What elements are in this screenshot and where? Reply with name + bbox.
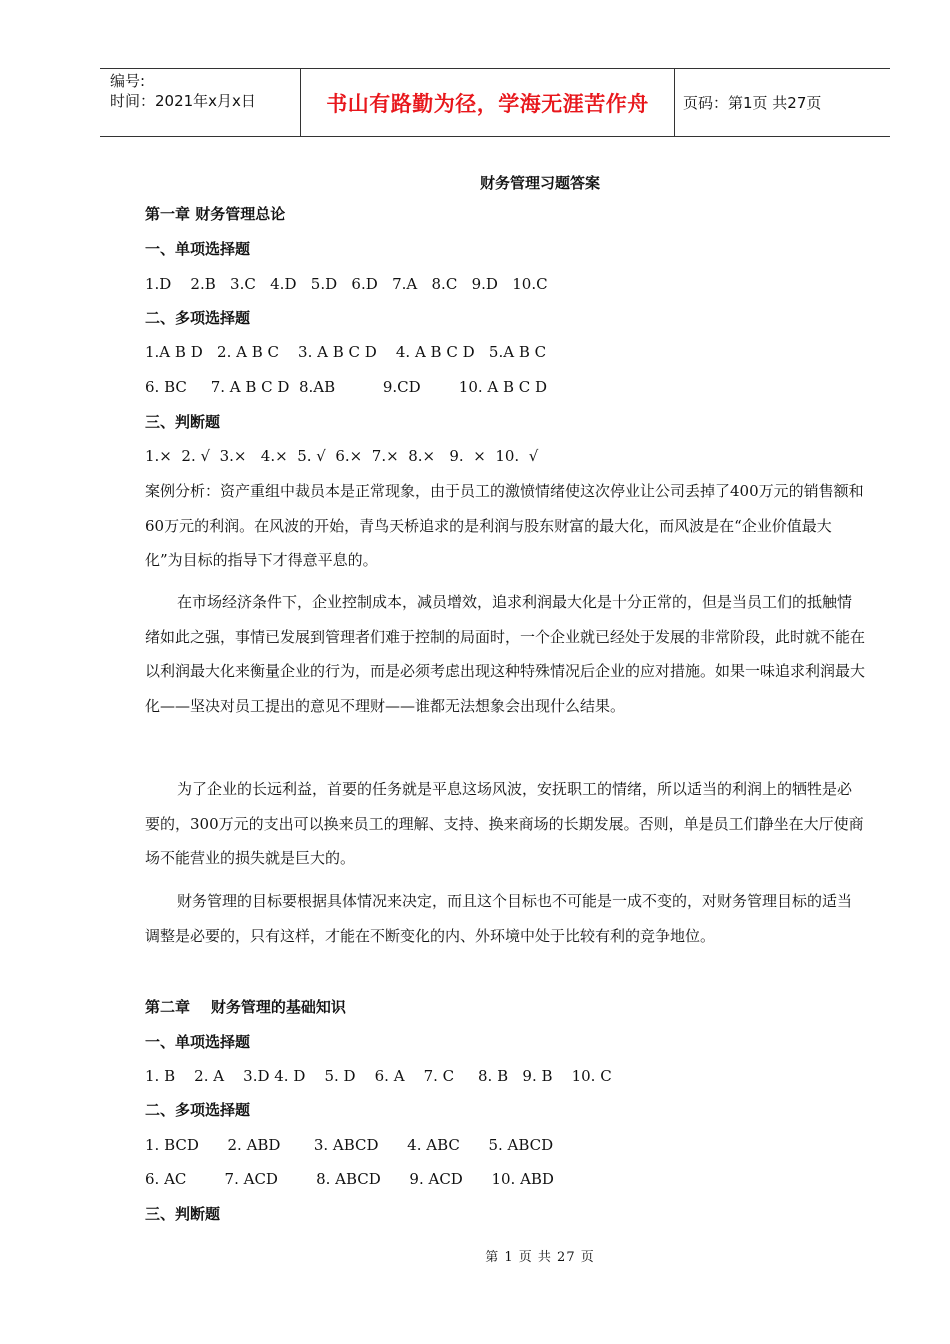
ch1-single-choice-heading: 一、单项选择题 (145, 240, 251, 258)
ch1-paragraph-2: 为了企业的长远利益，首要的任务就是平息这场风波，安抚职工的情绪，所以适当的利润上的牺牲是必要的，300万元的支出可以换来员工的理解、支持、换来商场的长期发展。否则，单是员工们静坐在大厅使商场不能营业的损失就是巨大的。 (145, 780, 864, 867)
ch2-multi-choice-row-1: 1. BCD 2. ABD 3. ABCD 4. ABC 5. ABCD (145, 1136, 554, 1154)
header-meta (100, 69, 301, 136)
ch2-multi-choice-heading: 二、多项选择题 (145, 1101, 251, 1119)
document-title: 财务管理习题答案 (479, 174, 600, 192)
page-header (100, 68, 890, 137)
page-footer: 第 1 页 共 27 页 (485, 1250, 595, 1265)
chapter-2-heading: 第二章 财务管理的基础知识 (145, 998, 346, 1016)
ch1-multi-choice-row-1: 1.A B D 2. A B C 3. A B C D 4. A B C D 5.A B C (145, 343, 547, 361)
header-motto: 书山有路勤为径，学海无涯苦作舟 (301, 69, 675, 136)
ch1-multi-choice-heading: 二、多项选择题 (145, 309, 251, 327)
header-time-label: 时间：2021年x月x日 (110, 92, 256, 110)
header-code-label: 编号: (110, 72, 146, 90)
ch1-true-false-heading: 三、判断题 (145, 413, 221, 431)
header-page-info: 页码：第1页 共27页 (683, 94, 822, 112)
ch1-case-analysis: 案例分析：资产重组中裁员本是正常现象，由于员工的激愤情绪使这次停业让公司丢掉了400万元的销售额和60万元的利润。在风波的开始，青鸟天桥追求的是利润与股东财富的最大化，而风波是在“企业价值最大化”为目标的指导下才得意平息的。 (145, 482, 864, 569)
ch2-true-false-heading: 三、判断题 (145, 1205, 221, 1223)
ch2-multi-choice-row-2: 6. AC 7. ACD 8. ABCD 9. ACD 10. ABD (145, 1170, 554, 1188)
ch1-paragraph-1: 在市场经济条件下，企业控制成本，减员增效，追求利润最大化是十分正常的，但是当员工们的抵触情绪如此之强，事情已发展到管理者们难于控制的局面时，一个企业就已经处于发展的非常阶段，此时就不能在以利润最大化来衡量企业的行为，而是必须考虑出现这种特殊情况后企业的应对措施。如果一味追求利润最大化——坚决对员工提出的意见不理财——谁都无法想象会出现什么结果。 (145, 593, 866, 715)
ch1-true-false-answers: 1.× 2. √ 3.× 4.× 5. √ 6.× 7.× 8.× 9. × 10. √ (145, 447, 539, 465)
ch2-single-choice-answers: 1. B 2. A 3.D 4. D 5. D 6. A 7. C 8. B 9. B 10. C (145, 1067, 612, 1085)
ch2-single-choice-heading: 一、单项选择题 (145, 1033, 251, 1051)
chapter-1-heading: 第一章 财务管理总论 (145, 205, 286, 223)
ch1-multi-choice-row-2: 6. BC 7. A B C D 8.AB 9.CD 10. A B C D (145, 378, 548, 396)
ch1-single-choice-answers: 1.D 2.B 3.C 4.D 5.D 6.D 7.A 8.C 9.D 10.C (145, 275, 548, 293)
ch1-paragraph-3: 财务管理的目标要根据具体情况来决定，而且这个目标也不可能是一成不变的，对财务管理目标的适当调整是必要的，只有这样，才能在不断变化的内、外环境中处于比较有利的竞争地位。 (145, 892, 853, 945)
